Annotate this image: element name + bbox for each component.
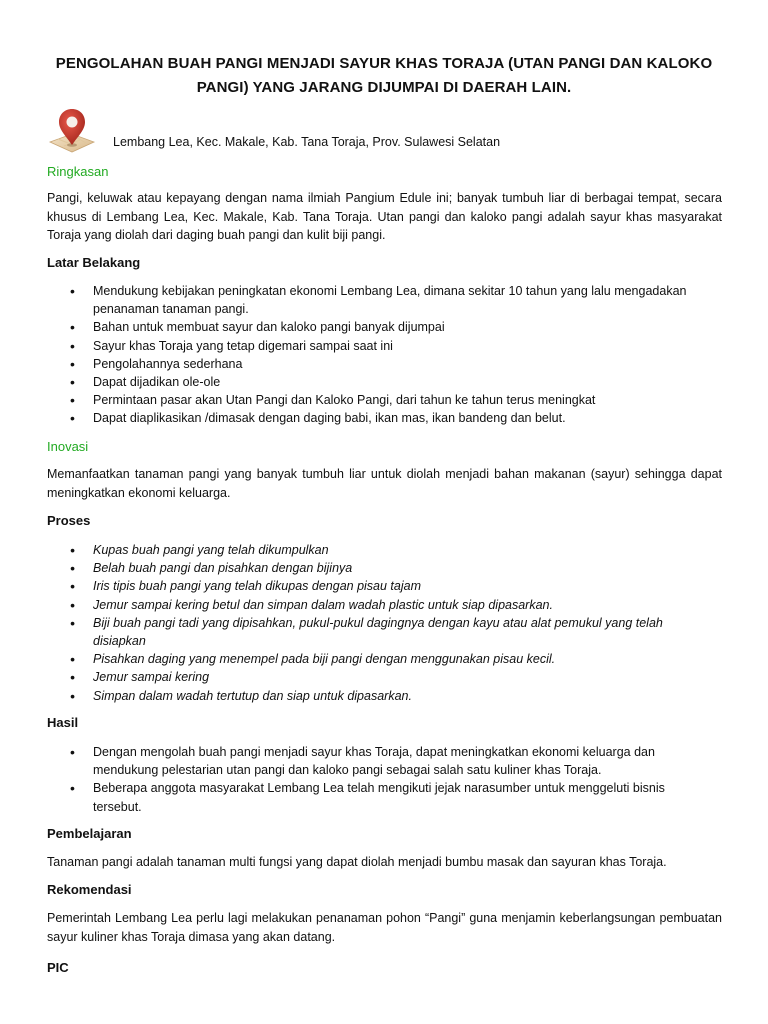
heading-inovasi: Inovasi bbox=[47, 439, 89, 454]
list-item: • Jemur sampai kering betul dan simpan dalam wadah plastic untuk siap dipasarkan. bbox=[0, 596, 693, 614]
heading-pic: PIC bbox=[47, 960, 69, 975]
ringkasan-text: Pangi, keluwak atau kepayang dengan nama ilmiah Pangium Edule ini; banyak tumbuh liar di berbagai tempat, secara khusus di Lembang Lea, Kec. Makale, Kab. Tana Toraja. Utan pangi dan kaloko pangi adalah sayur khas masyarakat Toraja yang diolah dari daging buah pangi dan kulit biji pangi. bbox=[47, 191, 722, 242]
list-item: • Pengolahannya sederhana bbox=[0, 355, 693, 373]
rekomendasi-text: Pemerintah Lembang Lea perlu lagi melakukan penanaman pohon “Pangi” guna menjamin keberlangsungan pembuatan sayur kuliner khas Toraja dimasa yang akan datang. bbox=[47, 911, 722, 944]
hasil-list bbox=[0, 743, 768, 816]
list-item: • Dengan mengolah buah pangi menjadi sayur khas Toraja, dapat meningkatkan ekonomi keluarga dan mendukung pelestarian utan pangi dan kaloko pangi sebagai salah satu kuliner khas Toraja. bbox=[0, 743, 693, 779]
list-item: • Biji buah pangi tadi yang dipisahkan, pukul-pukul dagingnya dengan kayu atau alat pemukul yang telah disiapkan bbox=[0, 614, 693, 650]
heading-rekomendasi: Rekomendasi bbox=[47, 882, 132, 897]
list-item: • Iris tipis buah pangi yang telah dikupas dengan pisau tajam bbox=[0, 577, 693, 595]
heading-pembelajaran: Pembelajaran bbox=[47, 826, 132, 841]
list-item: • Dapat diaplikasikan /dimasak dengan daging babi, ikan mas, ikan bandeng dan belut. bbox=[0, 409, 693, 427]
list-item: • Pisahkan daging yang menempel pada biji pangi dengan menggunakan pisau kecil. bbox=[0, 650, 693, 668]
pembelajaran-text: Tanaman pangi adalah tanaman multi fungsi yang dapat diolah menjadi bumbu masak dan sayuran khas Toraja. bbox=[47, 855, 667, 869]
document-title: PENGOLAHAN BUAH PANGI MENJADI SAYUR KHAS TORAJA (UTAN PANGI DAN KALOKO PANGI) YANG JARANG DIJUMPAI DI DAERAH LAIN. bbox=[55, 55, 713, 96]
list-item: • Kupas buah pangi yang telah dikumpulkan bbox=[0, 541, 693, 559]
location-pin-icon bbox=[46, 108, 98, 158]
list-item: • Sayur khas Toraja yang tetap digemari sampai saat ini bbox=[0, 337, 693, 355]
list-item: • Belah buah pangi dan pisahkan dengan bijinya bbox=[0, 559, 693, 577]
heading-ringkasan: Ringkasan bbox=[47, 164, 109, 179]
proses-list bbox=[0, 541, 768, 705]
list-item: • Beberapa anggota masyarakat Lembang Lea telah mengikuti jejak narasumber untuk menggeluti bisnis tersebut. bbox=[0, 779, 693, 815]
inovasi-text: Memanfaatkan tanaman pangi yang banyak tumbuh liar untuk diolah menjadi bahan makanan (sayur) sehingga dapat meningkatkan ekonomi keluarga. bbox=[47, 467, 722, 500]
list-item: • Jemur sampai kering bbox=[0, 668, 693, 686]
location-text: Lembang Lea, Kec. Makale, Kab. Tana Toraja, Prov. Sulawesi Selatan bbox=[113, 135, 501, 149]
latar-belakang-list bbox=[0, 282, 768, 428]
list-item: • Bahan untuk membuat sayur dan kaloko pangi banyak dijumpai bbox=[0, 318, 693, 336]
list-item: • Mendukung kebijakan peningkatan ekonomi Lembang Lea, dimana sekitar 10 tahun yang lalu mengadakan penanaman tanaman pangi. bbox=[0, 282, 693, 318]
heading-proses: Proses bbox=[47, 513, 91, 528]
heading-hasil: Hasil bbox=[47, 715, 79, 730]
heading-latar-belakang: Latar Belakang bbox=[47, 255, 141, 270]
list-item: • Simpan dalam wadah tertutup dan siap untuk dipasarkan. bbox=[0, 687, 693, 705]
list-item: • Permintaan pasar akan Utan Pangi dan Kaloko Pangi, dari tahun ke tahun terus meningkat bbox=[0, 391, 693, 409]
list-item: • Dapat dijadikan ole-ole bbox=[0, 373, 693, 391]
